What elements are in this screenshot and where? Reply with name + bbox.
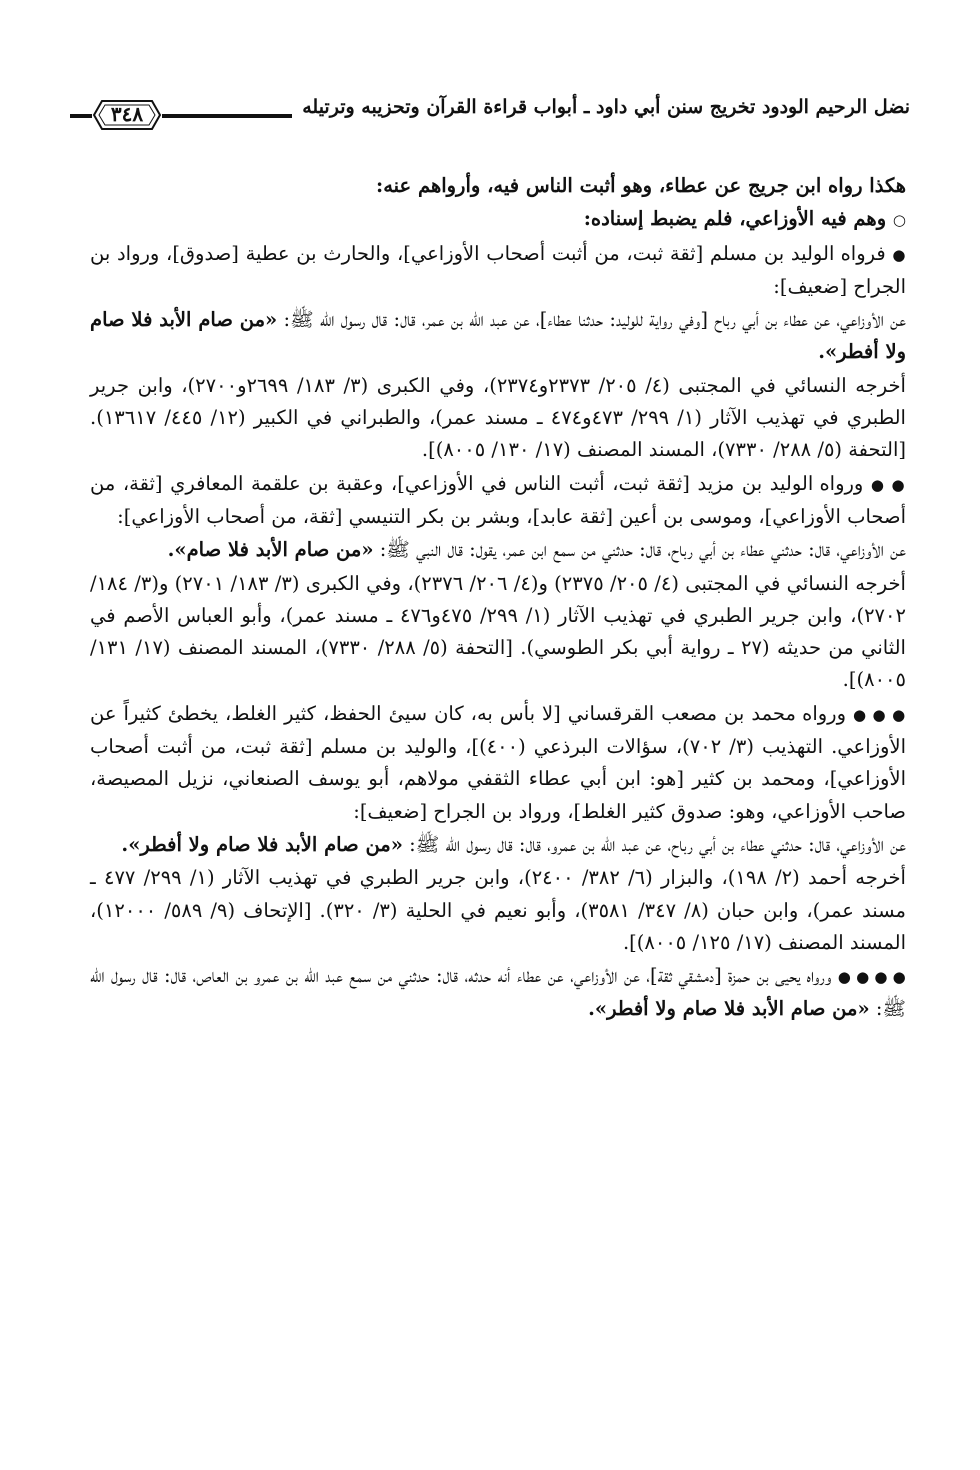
hadith-quote: «من صام الأبد فلا صام ولا أفطر». <box>90 308 906 364</box>
page-number-badge <box>92 98 162 132</box>
paragraph: أخرجه أحمد (٢/ ١٩٨)، والبزار (٦/ ٣٨٢/ ٢٤٠٠)، وابن جرير الطبري في تهذيب الآثار (١/ ٢٩٩/ ٤٧٧ ـ مسند عمر)، وابن حبان (٨/ ٣٤٧/ ٣٥٨١)، وأبو نعيم في الحلية (٣/ ٣٢٠). [الإتحاف (٩/ ٥٨٩/ ١٢٠٠٠)، المسند المصنف (١٧/ ١٢٥/ ٨٠٠٥)]. <box>90 866 906 954</box>
paragraph: هكذا رواه ابن جريج عن عطاء، وهو أثبت الناس فيه، وأرواهم عنه: <box>376 174 906 197</box>
header-rule <box>162 114 292 118</box>
body-text <box>90 170 906 1027</box>
bullet-icon: ● ● ● ● <box>837 968 906 987</box>
page-header <box>70 92 910 132</box>
paragraph: ● فرواه الوليد بن مسلم [ثقة ثبت، من أثبت أصحاب الأوزاعي]، والحارث بن عطية [صدوق]، ورواد بن الجراح [ضعيف]: <box>90 241 906 298</box>
paragraph: أخرجه النسائي في المجتبى (٤/ ٢٠٥/ ٢٣٧٣و٢٣٧٤)، وفي الكبرى (٣/ ١٨٣/ ٢٦٩٩و٢٧٠٠)، وابن جرير الطبري في تهذيب الآثار (١/ ٢٩٩/ ٤٧٣و٤٧٤ ـ مسند عمر)، والطبراني في الكبير (١٢/ ٤٤٥/ ١٣٦١٧). [التحفة (٥/ ٢٨٨/ ٧٣٣٠)، المسند المصنف (١٧/ ١٣٠/ ٨٠٠٥)]. <box>90 373 906 462</box>
bullet-icon: ● ● ● <box>853 705 906 724</box>
header-rule-left <box>70 114 92 118</box>
paragraph: ○ وهم فيه الأوزاعي، فلم يضبط إسناده: <box>583 207 906 231</box>
bullet-icon: ● ● <box>870 475 906 494</box>
hadith-quote: «من صام الأبد فلا صام». <box>167 538 374 562</box>
bullet-icon: ● <box>892 245 906 264</box>
paragraph: عن الأوزاعي، عن عطاء بن أبي رباح [وفي رواية للوليد: حدثنا عطاء]، عن عبد الله بن عمر، قال: قال رسول الله ﷺ: «من صام الأبد فلا صام ولا أفطر». <box>90 308 907 364</box>
hollow-bullet-icon: ○ <box>892 211 906 230</box>
running-title: نضل الرحيم الودود تخريج سنن أبي داود ـ أبواب قراءة القرآن وتحزيبه وترتيله <box>302 96 910 118</box>
paragraph: ● ● ورواه الوليد بن مزيد [ثقة ثبت، أثبت الناس في الأوزاعي]، وعقبة بن علقمة المعافري [ثقة، من أصحاب الأوزاعي]، وموسى بن أعين [ثقة عابد]، وبشر بن بكر التنيسي [ثقة، من أصحاب الأوزاعي]: <box>90 471 906 528</box>
paragraph: عن الأوزاعي، قال: حدثني عطاء بن أبي رباح، قال: حدثني من سمع ابن عمر، يقول: قال النبي ﷺ: «من صام الأبد فلا صام». <box>167 538 906 562</box>
hadith-quote: «من صام الأبد فلا صام ولا أفطر». <box>121 832 403 856</box>
paragraph: ● ● ● ● ورواه يحيى بن حمزة [دمشقي ثقة]، عن الأوزاعي، عن عطاء أنه حدثه، قال: حدثني من سمع عبد الله بن عمرو بن العاص، قال: قال رسول الله ﷺ: «من صام الأبد فلا صام ولا أفطر». <box>90 964 906 1021</box>
paragraph: ● ● ● ورواه محمد بن مصعب القرقساني [لا بأس به، كان سيئ الحفظ، كثير الغلط، يخطئ كثيراً عن الأوزاعي. التهذيب (٣/ ٧٠٢)، سؤالات البرذعي (٤٠٠)]، والوليد بن مسلم [ثقة ثبت، من أثبت أصحاب الأوزاعي]، ومحمد بن كثير [هو: ابن أبي عطاء الثقفي مولاهم، أبو يوسف الصنعاني، نزيل المصيصة، صاحب الأوزاعي، وهو: صدوق كثير الغلط]، ورواد بن الجراح [ضعيف]: <box>90 701 906 823</box>
paragraph: عن الأوزاعي، قال: حدثني عطاء بن أبي رباح، عن عبد الله بن عمرو، قال: قال رسول الله ﷺ: «من صام الأبد فلا صام ولا أفطر». <box>121 832 906 856</box>
hadith-quote: «من صام الأبد فلا صام ولا أفطر». <box>588 997 870 1021</box>
page-number: ٣٤٨ <box>110 102 144 126</box>
paragraph: أخرجه النسائي في المجتبى (٤/ ٢٠٥/ ٢٣٧٥) و(٤/ ٢٠٦/ ٢٣٧٦)، وفي الكبرى (٣/ ١٨٣/ ٢٧٠١) و(٣/ ١٨٤/ ٢٧٠٢)، وابن جرير الطبري في تهذيب الآثار (١/ ٢٩٩/ ٤٧٥و٤٧٦ ـ مسند عمر)، وأبو العباس الأصم في الثاني من حديثه (٢٧ ـ رواية أبي بكر الطوسي). [التحفة (٥/ ٢٨٨/ ٧٣٣٠)، المسند المصنف (١٧/ ١٣١/ ٨٠٠٥)]. <box>90 571 906 692</box>
